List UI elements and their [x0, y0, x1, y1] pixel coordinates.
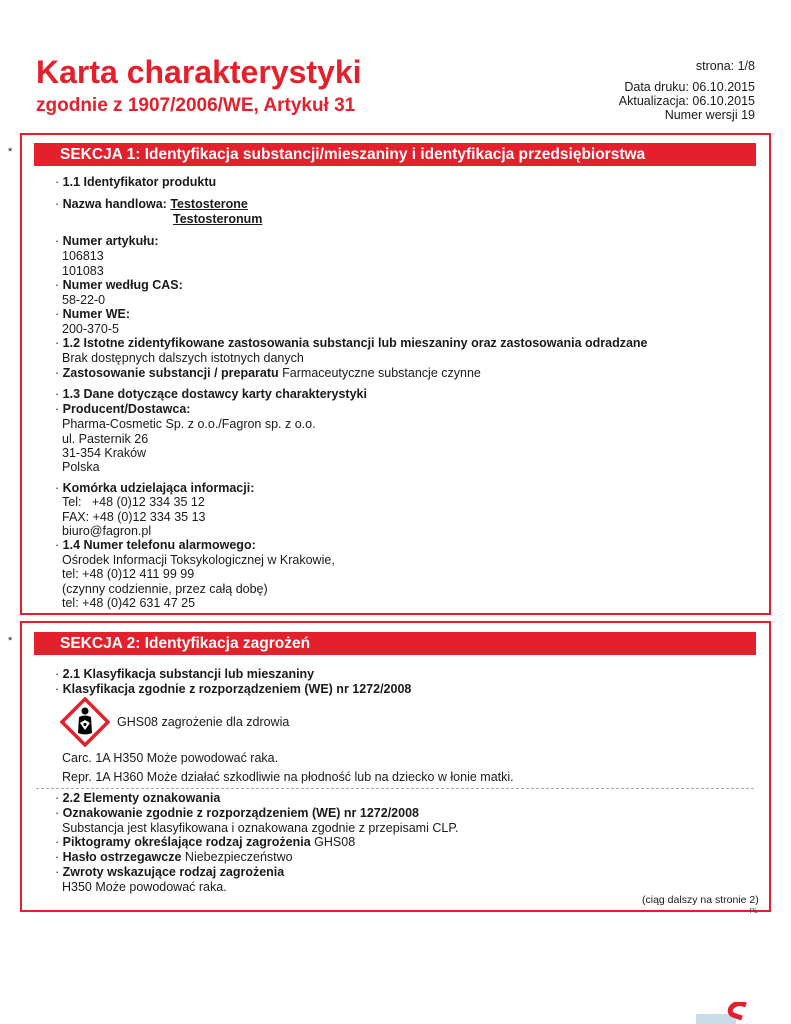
s13-heading: · 1.3 Dane dotyczące dostawcy karty charakterystyki [55, 387, 367, 401]
pictograms-row: · Piktogramy określające rodzaj zagrożenia GHS08 [55, 835, 356, 849]
document-title: Karta charakterystyki [36, 54, 362, 90]
update-date: Aktualizacja: 06.10.2015 [618, 94, 755, 108]
labelling-reg: · Oznakowanie zgodnie z rozporządzeniem (WE) nr 1272/2008 [55, 806, 419, 820]
article-1: 106813 [62, 249, 104, 263]
section2-change-marker: * [8, 635, 13, 647]
article-2: 101083 [62, 264, 104, 278]
cas-label: · Numer według CAS: [55, 278, 183, 292]
s22-heading: · 2.2 Elementy oznakowania [55, 791, 221, 805]
s12-heading: · 1.2 Istotne zidentyfikowane zastosowania substancji lub mieszaniny oraz zastosowania odradzane [55, 336, 648, 350]
producer-line-4: Polska [62, 460, 100, 474]
we-label: · Numer WE: [55, 307, 131, 321]
we-value: 200-370-5 [62, 322, 119, 336]
version-number: Numer wersji 19 [664, 108, 755, 122]
print-date: Data druku: 06.10.2015 [624, 80, 755, 94]
producer-line-2: ul. Pasternik 26 [62, 432, 149, 446]
signal-word-row: · Hasło ostrzegawcze Niebezpieczeństwo [55, 850, 293, 864]
section-1 [20, 133, 771, 615]
section1-change-marker: * [8, 146, 13, 158]
trade-name-2: Testosteronum [173, 212, 263, 226]
s21-heading: · 2.1 Klasyfikacja substancji lub mieszaniny [55, 667, 315, 681]
labelling-text: Substancja jest klasyfikowana i oznakowana zgodnie z przepisami CLP. [62, 821, 459, 835]
info-label: · Komórka udzielająca informacji: [55, 481, 255, 495]
info-email: biuro@fagron.pl [62, 524, 152, 538]
trade-name-row: · Nazwa handlowa: Testosterone [55, 197, 248, 211]
emergency-line-3: (czynny codziennie, przez całą dobę) [62, 582, 268, 596]
producer-line-1: Pharma-Cosmetic Sp. z o.o./Fagron sp. z o.o. [62, 417, 316, 431]
trade-name-1: Testosterone [170, 197, 248, 211]
classification-label: · Klasyfikacja zgodnie z rozporządzeniem (WE) nr 1272/2008 [55, 682, 412, 696]
ghs08-label: GHS08 zagrożenie dla zdrowia [117, 715, 290, 729]
s12-text: Brak dostępnych dalszych istotnych danych [62, 351, 304, 365]
divider [36, 788, 754, 789]
section-2-title: SEKCJA 2: Identyfikacja zagrożeń [34, 632, 756, 655]
carc-classification: Carc. 1A H350 Może powodować raka. [62, 751, 279, 765]
producer-label: · Producent/Dostawca: [55, 402, 191, 416]
info-fax: FAX: +48 (0)12 334 35 13 [62, 510, 206, 524]
use-row: · Zastosowanie substancji / preparatu Farmaceutyczne substancje czynne [55, 366, 481, 380]
section-2 [20, 621, 771, 912]
fagron-logo-icon [724, 1002, 750, 1024]
ghs08-health-hazard-icon [60, 697, 110, 747]
section-1-title: SEKCJA 1: Identyfikacja substancji/mieszaniny i identyfikacja przedsiębiorstwa [34, 143, 756, 166]
emergency-line-4: tel: +48 (0)42 631 47 25 [62, 596, 196, 610]
producer-line-3: 31-354 Kraków [62, 446, 147, 460]
s11-heading: · 1.1 Identyfikator produktu [55, 175, 217, 189]
hazard-statements-label: · Zwroty wskazujące rodzaj zagrożenia [55, 865, 285, 879]
emergency-line-2: tel: +48 (0)12 411 99 99 [62, 567, 195, 581]
s14-heading: · 1.4 Numer telefonu alarmowego: [55, 538, 256, 552]
language-code: PL [749, 908, 758, 915]
article-label: · Numer artykułu: [55, 234, 159, 248]
info-tel: Tel: +48 (0)12 334 35 12 [62, 495, 205, 509]
page-number: strona: 1/8 [695, 59, 755, 73]
continued-note: (ciąg dalszy na stronie 2) [642, 894, 759, 906]
hazard-statement-1: H350 Może powodować raka. [62, 880, 227, 894]
emergency-line-1: Ośrodek Informacji Toksykologicznej w Krakowie, [62, 553, 335, 567]
document-subtitle: zgodnie z 1907/2006/WE, Artykuł 31 [36, 95, 356, 116]
repr-classification: Repr. 1A H360 Może działać szkodliwie na płodność lub na dziecko w łonie matki. [62, 770, 514, 784]
cas-value: 58-22-0 [62, 293, 106, 307]
